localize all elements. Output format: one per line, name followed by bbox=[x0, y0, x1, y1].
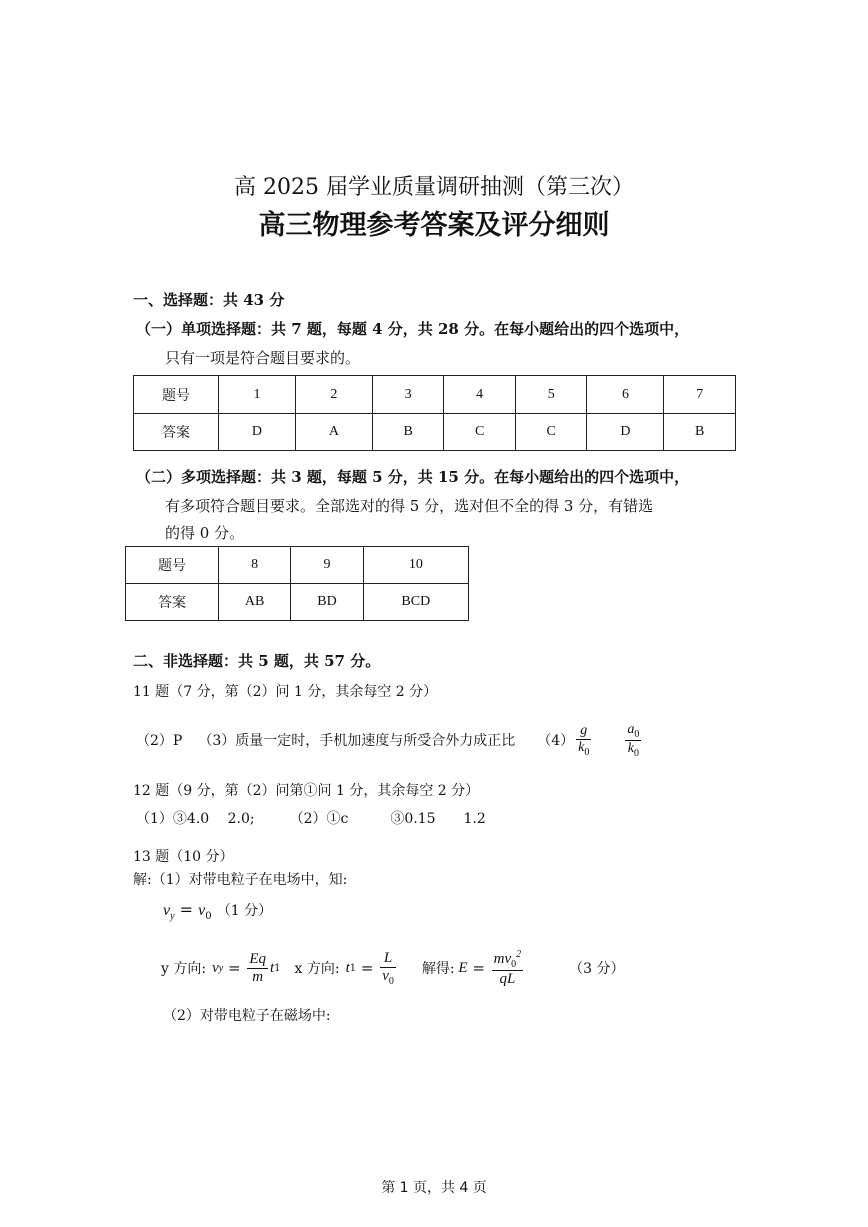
table-row-answers bbox=[126, 584, 469, 621]
single-choice-table bbox=[133, 375, 736, 451]
q12-answer-line: （1）③4.0 2.0; （2）①c ③0.15 1.2 bbox=[136, 811, 486, 827]
q13-solution-part1: 解:（1）对带电粒子在电场中，知: bbox=[133, 872, 348, 888]
q11-answer-4-label: （4） bbox=[537, 733, 575, 749]
answer-cell: D bbox=[219, 414, 296, 451]
row-label-answer: 答案 bbox=[126, 584, 219, 621]
question-number: 2 bbox=[295, 376, 372, 414]
subscript: 0 bbox=[388, 975, 394, 987]
answer-cell: B bbox=[664, 414, 736, 451]
question-number: 7 bbox=[664, 376, 736, 414]
frac-numerator: L bbox=[383, 949, 393, 966]
answer-cell: BCD bbox=[363, 584, 468, 621]
part2-heading-cont: 有多项符合题目要求。全部选对的得 5 分，选对但不全的得 3 分，有错选 bbox=[165, 497, 654, 515]
frac-denominator: v bbox=[382, 967, 389, 984]
subscript: 0 bbox=[511, 958, 517, 970]
q13-solution-part2: （2）对带电粒子在磁场中: bbox=[163, 1008, 331, 1024]
solve-label: 解得: bbox=[421, 961, 455, 977]
superscript: 2 bbox=[516, 948, 522, 960]
row-label-answer: 答案 bbox=[134, 414, 219, 451]
answer-cell: A bbox=[295, 414, 372, 451]
question-number: 1 bbox=[219, 376, 296, 414]
q11-answer-2: （2）P bbox=[136, 733, 183, 749]
section1-heading: 一、选择题：共 43 分 bbox=[133, 291, 285, 309]
page-title: 高三物理参考答案及评分细则 bbox=[258, 210, 610, 241]
multi-choice-table bbox=[125, 546, 469, 621]
question-number: 6 bbox=[587, 376, 664, 414]
question-number: 9 bbox=[291, 547, 363, 584]
q11-answer-line bbox=[136, 718, 643, 762]
part1-heading-cont: 只有一项是符合题目要求的。 bbox=[165, 349, 361, 367]
frac-numerator: Eq bbox=[249, 950, 266, 967]
frac-denominator: qL bbox=[492, 970, 524, 988]
subscript: 0 bbox=[633, 747, 639, 759]
frac-denominator: m bbox=[247, 968, 268, 986]
question-number: 4 bbox=[444, 376, 516, 414]
answer-cell: D bbox=[587, 414, 664, 451]
q13-equation-line: y 方向: v y = $\frac{Eq}{m}$ t 1 x 方向: t 1 = $\frac{L}{v_0}$ 解得: E = $\frac{mv_0^2}{qL}$ （3 分） bbox=[161, 948, 625, 987]
fraction-mv0sq-over-ql bbox=[492, 949, 524, 988]
subscript: 1 bbox=[274, 962, 281, 974]
answer-cell: AB bbox=[219, 584, 291, 621]
var-v: v bbox=[163, 902, 171, 919]
answer-cell: C bbox=[515, 414, 587, 451]
score-note: （1 分） bbox=[216, 903, 273, 919]
question-number: 10 bbox=[363, 547, 468, 584]
row-label-question: 题号 bbox=[134, 376, 219, 414]
frac-denominator: k bbox=[578, 739, 585, 755]
answer-cell: C bbox=[444, 414, 516, 451]
question-number: 5 bbox=[515, 376, 587, 414]
part1-heading: （一）单项选择题：共 7 题，每题 4 分，共 28 分。在每小题给出的四个选项中， bbox=[136, 320, 690, 338]
q11-answer-3: （3）质量一定时，手机加速度与所受合外力成正比 bbox=[198, 733, 516, 749]
page-number: 第 1 页，共 4 页 bbox=[381, 1180, 487, 1196]
subscript: y bbox=[170, 911, 175, 923]
fraction-eq-over-m bbox=[247, 951, 268, 986]
y-direction-label: y 方向: bbox=[161, 961, 207, 977]
answer-cell: B bbox=[372, 414, 444, 451]
q11-fraction-g-over-k0 bbox=[576, 723, 591, 758]
table-row-questions bbox=[126, 547, 469, 584]
q11-heading: 11 题（7 分，第（2）问 1 分，其余每空 2 分） bbox=[133, 684, 438, 700]
frac-numerator: a bbox=[627, 721, 635, 737]
part2-heading: （二）多项选择题：共 3 题，每题 5 分，共 15 分。在每小题给出的四个选项中， bbox=[136, 468, 690, 486]
table-row-answers bbox=[134, 414, 736, 451]
answer-cell: BD bbox=[291, 584, 363, 621]
q13-equation-vy: $v_y = v_0$ （1 分） bbox=[163, 900, 273, 923]
part2-heading-cont2: 的得 0 分。 bbox=[165, 524, 245, 542]
q11-fraction-a0-over-k0 bbox=[625, 722, 641, 759]
frac-denominator: k bbox=[627, 740, 634, 756]
var-v: v bbox=[198, 902, 206, 919]
frac-numerator: g bbox=[580, 722, 588, 738]
question-number: 3 bbox=[372, 376, 444, 414]
var-t: t bbox=[269, 959, 275, 976]
score-note: （3 分） bbox=[569, 961, 625, 977]
subscript: 0 bbox=[634, 728, 640, 740]
fraction-l-over-v0 bbox=[380, 950, 396, 987]
exam-subtitle: 高 2025 届学业质量调研抽测（第三次） bbox=[234, 175, 634, 200]
section2-heading: 二、非选择题：共 5 题，共 57 分。 bbox=[133, 652, 381, 670]
table-row-questions bbox=[134, 376, 736, 414]
subscript: 0 bbox=[584, 746, 590, 758]
q13-heading: 13 题（10 分） bbox=[133, 849, 234, 865]
frac-numerator: mv bbox=[493, 950, 512, 967]
x-direction-label: x 方向: bbox=[294, 961, 340, 977]
q12-heading: 12 题（9 分，第（2）问第①问 1 分，其余每空 2 分） bbox=[133, 783, 480, 799]
subscript: 0 bbox=[205, 911, 212, 923]
row-label-question: 题号 bbox=[126, 547, 219, 584]
question-number: 8 bbox=[219, 547, 291, 584]
